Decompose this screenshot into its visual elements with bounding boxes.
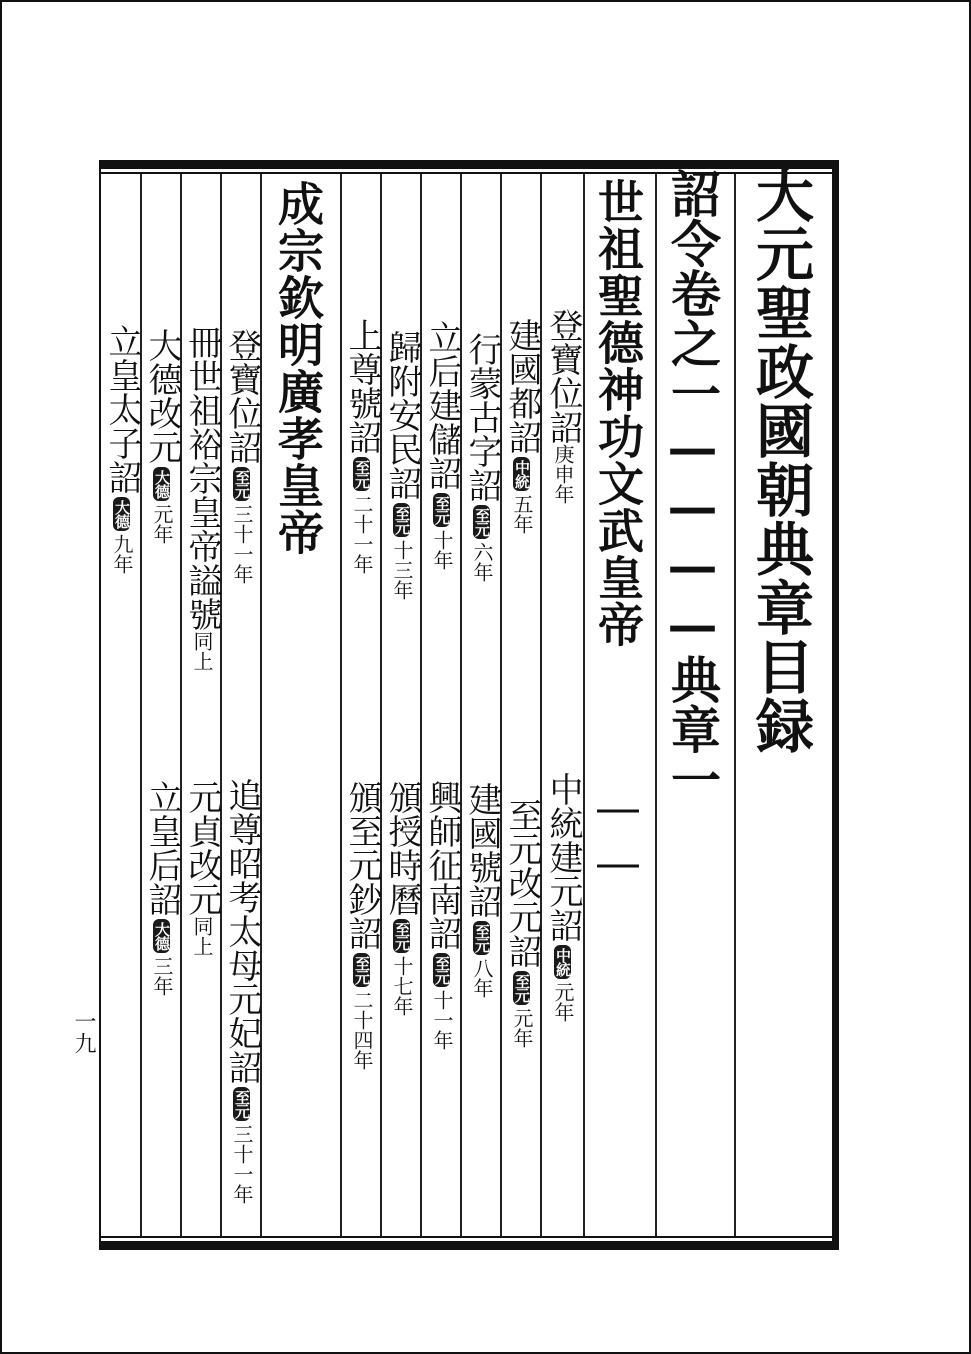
bottom-border-inner [99, 1236, 839, 1238]
entry-item: 立皇后詔大德三年 [142, 780, 182, 996]
entry-item: 追尊昭考太母元妃詔至元三十一年 [222, 778, 262, 1204]
emperor-heading-shizu: 世祖聖德神功文武皇帝 [591, 178, 645, 648]
era-tag: 中統 [513, 457, 530, 491]
top-border [99, 160, 839, 169]
juan-label: 詔令卷之一 [663, 168, 722, 418]
juan-divider: ———— [663, 418, 722, 654]
era-tag: 至元 [473, 921, 490, 955]
era-tag: 至元 [433, 493, 450, 527]
juan-heading [663, 168, 722, 804]
entry-item: 興師征南詔至元十一年 [422, 780, 462, 1050]
entry-item: 立后建儲詔至元十年 [422, 320, 462, 570]
era-tag: 至元 [473, 505, 490, 539]
era-tag: 至元 [393, 503, 410, 537]
top-border-inner [99, 172, 839, 174]
entry-item: 至元改元詔至元元年 [502, 798, 542, 1048]
entry-item: 大德改元大德元年 [142, 328, 182, 544]
era-tag: 至元 [353, 953, 370, 987]
juan-section: 典章一 [663, 654, 722, 804]
column-divider [583, 174, 585, 1236]
entry-item: 上尊號詔至元二十一年 [342, 318, 382, 574]
entry-item: 行蒙古字詔至元六年 [462, 332, 502, 582]
era-tag: 至元 [353, 457, 370, 491]
book-title: 大元聖政國朝典章目録 [746, 165, 814, 755]
emperor-divider: —— [591, 780, 645, 890]
entry-item: 中統建元詔中統元年 [543, 772, 583, 1022]
entry-item: 建國都詔中統五年 [502, 318, 542, 534]
era-tag: 大德 [153, 467, 170, 501]
era-tag: 至元 [233, 467, 250, 501]
era-tag: 大德 [153, 919, 170, 953]
entry-item: 登寶位詔至元三十一年 [222, 328, 262, 584]
emperor-heading-chengzong: 成宗欽明廣孝皇帝 [271, 180, 325, 556]
entry-item: 頒授時曆至元十七年 [382, 780, 422, 1016]
entry-item: 歸附安民詔至元十三年 [382, 330, 422, 600]
column-divider [734, 174, 736, 1236]
era-tag: 至元 [233, 1087, 250, 1121]
entry-item: 冊世祖裕宗皇帝謚號同上 [182, 325, 222, 671]
entry-item: 登寶位詔庚申年 [543, 308, 583, 504]
bottom-border [99, 1241, 839, 1250]
era-tag: 至元 [513, 971, 530, 1005]
entry-item: 頒至元鈔詔至元二十四年 [342, 780, 382, 1070]
entry-item: 立皇太子詔大德九年 [102, 324, 142, 574]
era-tag: 大德 [113, 497, 130, 531]
column-divider [655, 174, 657, 1236]
entry-item: 元貞改元同上 [182, 780, 222, 956]
right-border [832, 160, 839, 1250]
page-number: 一九 [71, 1010, 96, 1054]
text-block [99, 160, 839, 1250]
entry-item: 建國號詔至元八年 [462, 782, 502, 998]
era-tag: 中統 [554, 945, 571, 979]
left-border [99, 160, 101, 1250]
era-tag: 至元 [433, 953, 450, 987]
era-tag: 至元 [393, 919, 410, 953]
